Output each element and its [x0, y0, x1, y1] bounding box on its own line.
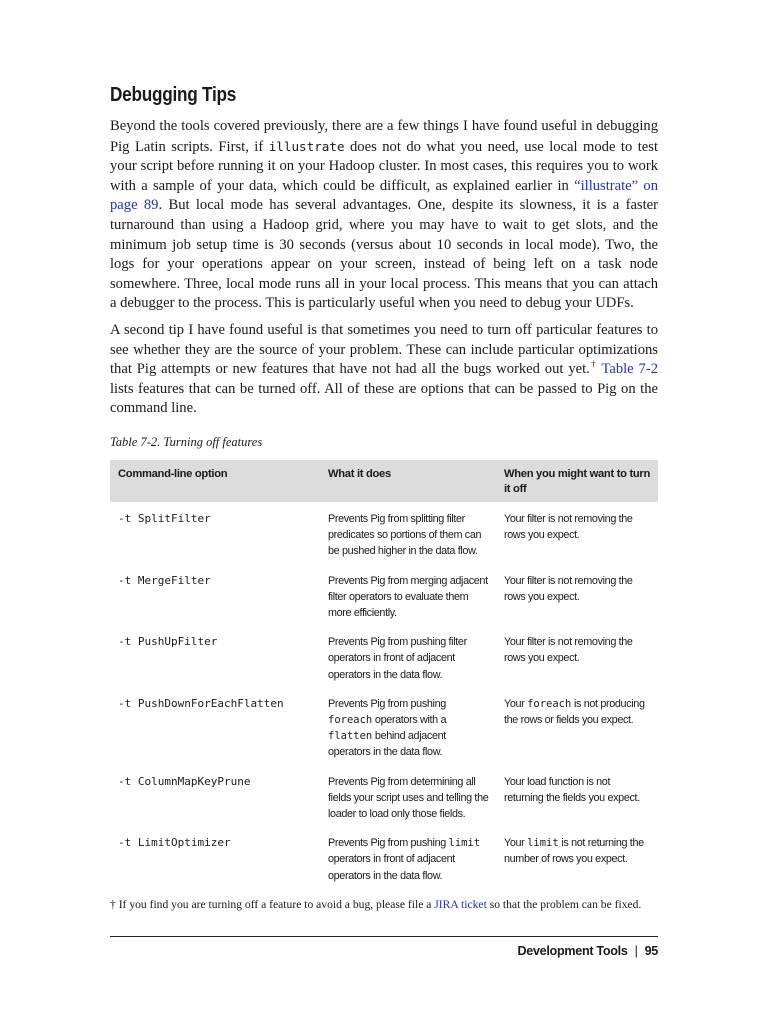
footer-separator: | — [634, 944, 638, 958]
table-header-row — [110, 460, 658, 502]
inline-code: foreach — [527, 697, 572, 710]
table-row — [110, 765, 658, 827]
when-to-turn-off-cell — [496, 564, 658, 626]
cell-text: Prevents Pig from splitting filter predicates so portions of them can be pushed higher in the data flow. — [328, 512, 482, 558]
cell-text: Prevents Pig from determining all fields your script uses and telling the loader to load only those fields. — [328, 775, 489, 820]
page-content — [110, 84, 658, 888]
cell-text: Prevents Pig from pushing — [328, 837, 449, 850]
option-cell: -t PushDownForEachFlatten — [118, 696, 284, 710]
table-row — [110, 625, 658, 687]
cell-text: Your filter is not removing the rows you expect. — [504, 636, 633, 665]
what-it-does-cell — [320, 564, 496, 626]
cell-text: Prevents Pig from merging adjacent filter operators to evaluate them more efficiently. — [328, 574, 488, 619]
cell-text: operators in front of adjacent operators in the data flow. — [328, 853, 455, 882]
column-header-what: What it does — [328, 467, 391, 480]
cell-text: Your — [504, 697, 528, 710]
page-number: 95 — [644, 944, 658, 958]
when-to-turn-off-cell — [496, 625, 658, 687]
column-header-when: When you might want to turn it off — [504, 467, 651, 495]
footnote-marker[interactable]: † — [589, 359, 597, 370]
table-caption: Table 7-2. Turning off features — [110, 434, 263, 449]
option-cell: -t MergeFilter — [118, 573, 211, 587]
what-it-does-cell — [320, 826, 496, 888]
chapter-title: Development Tools — [517, 944, 628, 958]
inline-code: limit — [527, 837, 559, 850]
cell-text: Prevents Pig from pushing — [328, 697, 446, 710]
cell-text: Your filter is not removing the rows you expect. — [504, 512, 633, 542]
cell-text: is not producing the rows or fields you expect. — [504, 697, 645, 726]
inline-code: illustrate — [268, 138, 345, 154]
option-cell: -t SplitFilter — [118, 511, 211, 525]
footer-rule — [110, 936, 658, 937]
column-header-option: Command-line option — [118, 467, 228, 480]
cell-text: behind adjacent operators in the data flow. — [328, 730, 446, 759]
when-to-turn-off-cell — [496, 687, 658, 765]
table-row — [110, 502, 658, 564]
what-it-does-cell — [320, 502, 496, 564]
cell-text: Your filter is not removing the rows you expect. — [504, 574, 633, 603]
what-it-does-cell — [320, 687, 496, 765]
jira-ticket-link[interactable]: JIRA ticket — [434, 898, 487, 911]
what-it-does-cell — [320, 765, 496, 827]
when-to-turn-off-cell — [496, 765, 658, 827]
paragraph-1: Beyond the tools covered previously, there are a few things I have found useful in debugging Pig Latin scripts. First, if illustrate does not do what you need, use local mode to test your script before running it on your Hadoop cluster. In most cases, this requires you to work with a sample of your data, which could be difficult, as explained earlier in “illustrate” on page 89. But local mode has several advantages. One, despite its slowness, it is a faster turnaround than using a Hadoop grid, where you may have to wait to get slots, and the minimum job setup time is 30 seconds (versus about 10 seconds in local mode). Two, the logs for your operations appear on your screen, instead of being left on a task node somewhere. Three, local mode runs all in your local process. This means that you can attach a debugger to the process. This is particularly useful when you need to debug your UDFs. — [110, 118, 659, 312]
what-it-does-cell — [320, 625, 496, 687]
option-cell: -t LimitOptimizer — [118, 836, 231, 850]
features-table — [110, 460, 658, 888]
when-to-turn-off-cell — [496, 826, 658, 888]
cell-text: Your load function is not returning the fields you expect. — [504, 775, 640, 804]
cell-text: Your — [504, 837, 528, 850]
inline-code: limit — [448, 837, 481, 850]
inline-code: foreach — [328, 713, 373, 726]
when-to-turn-off-cell — [496, 502, 658, 564]
table-row — [110, 564, 658, 626]
table-reference-link[interactable]: Table 7-2 — [601, 361, 658, 378]
cross-reference-link[interactable]: “illustrate” on page 89 — [110, 177, 658, 214]
inline-code: flatten — [328, 730, 373, 743]
table-row — [110, 826, 658, 888]
table-row — [110, 687, 658, 765]
option-cell: -t PushUpFilter — [118, 635, 218, 649]
footnote: † If you find you are turning off a feature to avoid a bug, please file a JIRA ticket so that the problem can be fixed. — [110, 898, 642, 911]
table-body — [110, 502, 658, 888]
cell-text: operators with a — [372, 713, 447, 726]
section-title: Debugging Tips — [110, 84, 237, 106]
paragraph-2: A second tip I have found useful is that sometimes you need to turn off particular features to see whether they are the source of your problem. These can include particular optimizations that Pig attempts or new features that have not had all the bugs worked out yet.† Table 7-2 lists features that can be turned off. All of these are options that can be passed to Pig on the command line. — [110, 321, 658, 417]
cell-text: is not returning the number of rows you expect. — [504, 837, 644, 866]
cell-text: Prevents Pig from pushing filter operators in front of adjacent operators in the data flow. — [328, 636, 467, 681]
option-cell: -t ColumnMapKeyPrune — [118, 774, 251, 788]
page-footer — [517, 944, 658, 958]
